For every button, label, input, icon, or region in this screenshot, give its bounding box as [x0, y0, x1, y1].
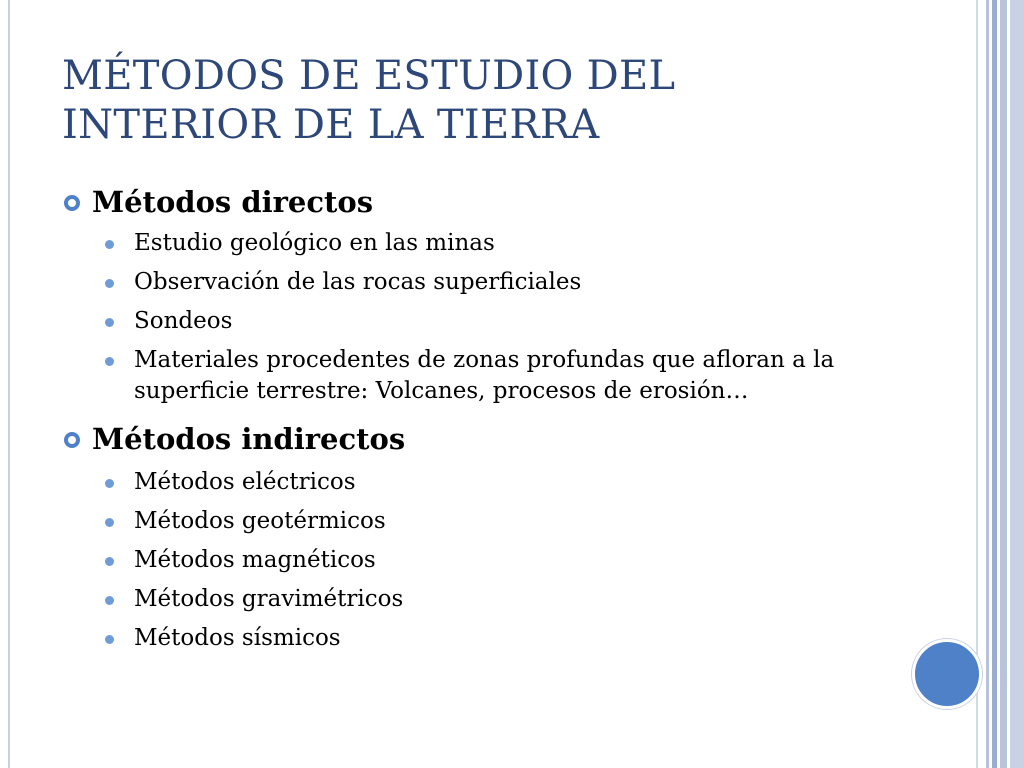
dot-bullet-icon	[105, 318, 114, 327]
list-item-text: Materiales procedentes de zonas profundas que afloran a la superficie terrestre: Volcanes, procesos de erosión…	[134, 347, 835, 404]
list-item	[62, 584, 902, 615]
list-item-text: Estudio geológico en las minas	[134, 230, 495, 256]
dot-bullet-icon	[105, 479, 114, 488]
list-item	[62, 623, 902, 654]
dot-bullet-icon	[105, 279, 114, 288]
slide-title-line-1: MÉTODOS DE ESTUDIO DEL	[62, 53, 676, 99]
list-item	[62, 545, 902, 576]
dot-bullet-icon	[105, 518, 114, 527]
list-item	[62, 306, 902, 337]
section-direct-methods	[62, 182, 902, 407]
dot-bullet-icon	[105, 596, 114, 605]
list-item-text: Métodos magnéticos	[134, 547, 376, 573]
section-indirect-methods	[62, 419, 902, 654]
list-item-text: Métodos sísmicos	[134, 625, 341, 651]
band-stripe	[978, 0, 986, 768]
slide-title-line-2: INTERIOR DE LA TIERRA	[62, 102, 600, 148]
list-item-text: Métodos eléctricos	[134, 469, 356, 495]
dot-bullet-icon	[105, 240, 114, 249]
list-item	[62, 506, 902, 537]
dot-bullet-icon	[105, 357, 114, 366]
ring-bullet-icon	[64, 432, 80, 448]
right-decorative-band	[976, 0, 1024, 768]
list-item-text: Observación de las rocas superficiales	[134, 269, 582, 295]
slide-body	[62, 182, 902, 654]
section-heading: Métodos directos	[92, 185, 374, 219]
list-item	[62, 345, 902, 407]
ring-bullet-icon	[64, 195, 80, 211]
dot-bullet-icon	[105, 635, 114, 644]
list-item	[62, 267, 902, 298]
sub-list	[62, 228, 902, 407]
band-stripe	[1000, 0, 1007, 768]
dot-bullet-icon	[105, 557, 114, 566]
left-border-line	[8, 0, 10, 768]
sub-list	[62, 467, 902, 654]
main-bullet	[62, 419, 902, 459]
list-item	[62, 467, 902, 498]
list-item-text: Métodos geotérmicos	[134, 508, 386, 534]
list-item	[62, 228, 902, 259]
band-stripe	[1010, 0, 1024, 768]
main-bullet	[62, 182, 902, 222]
list-item-text: Métodos gravimétricos	[134, 586, 404, 612]
slide-title	[62, 52, 922, 150]
list-item-text: Sondeos	[134, 308, 233, 334]
section-heading: Métodos indirectos	[92, 422, 406, 456]
circle-decoration-icon	[912, 639, 982, 709]
